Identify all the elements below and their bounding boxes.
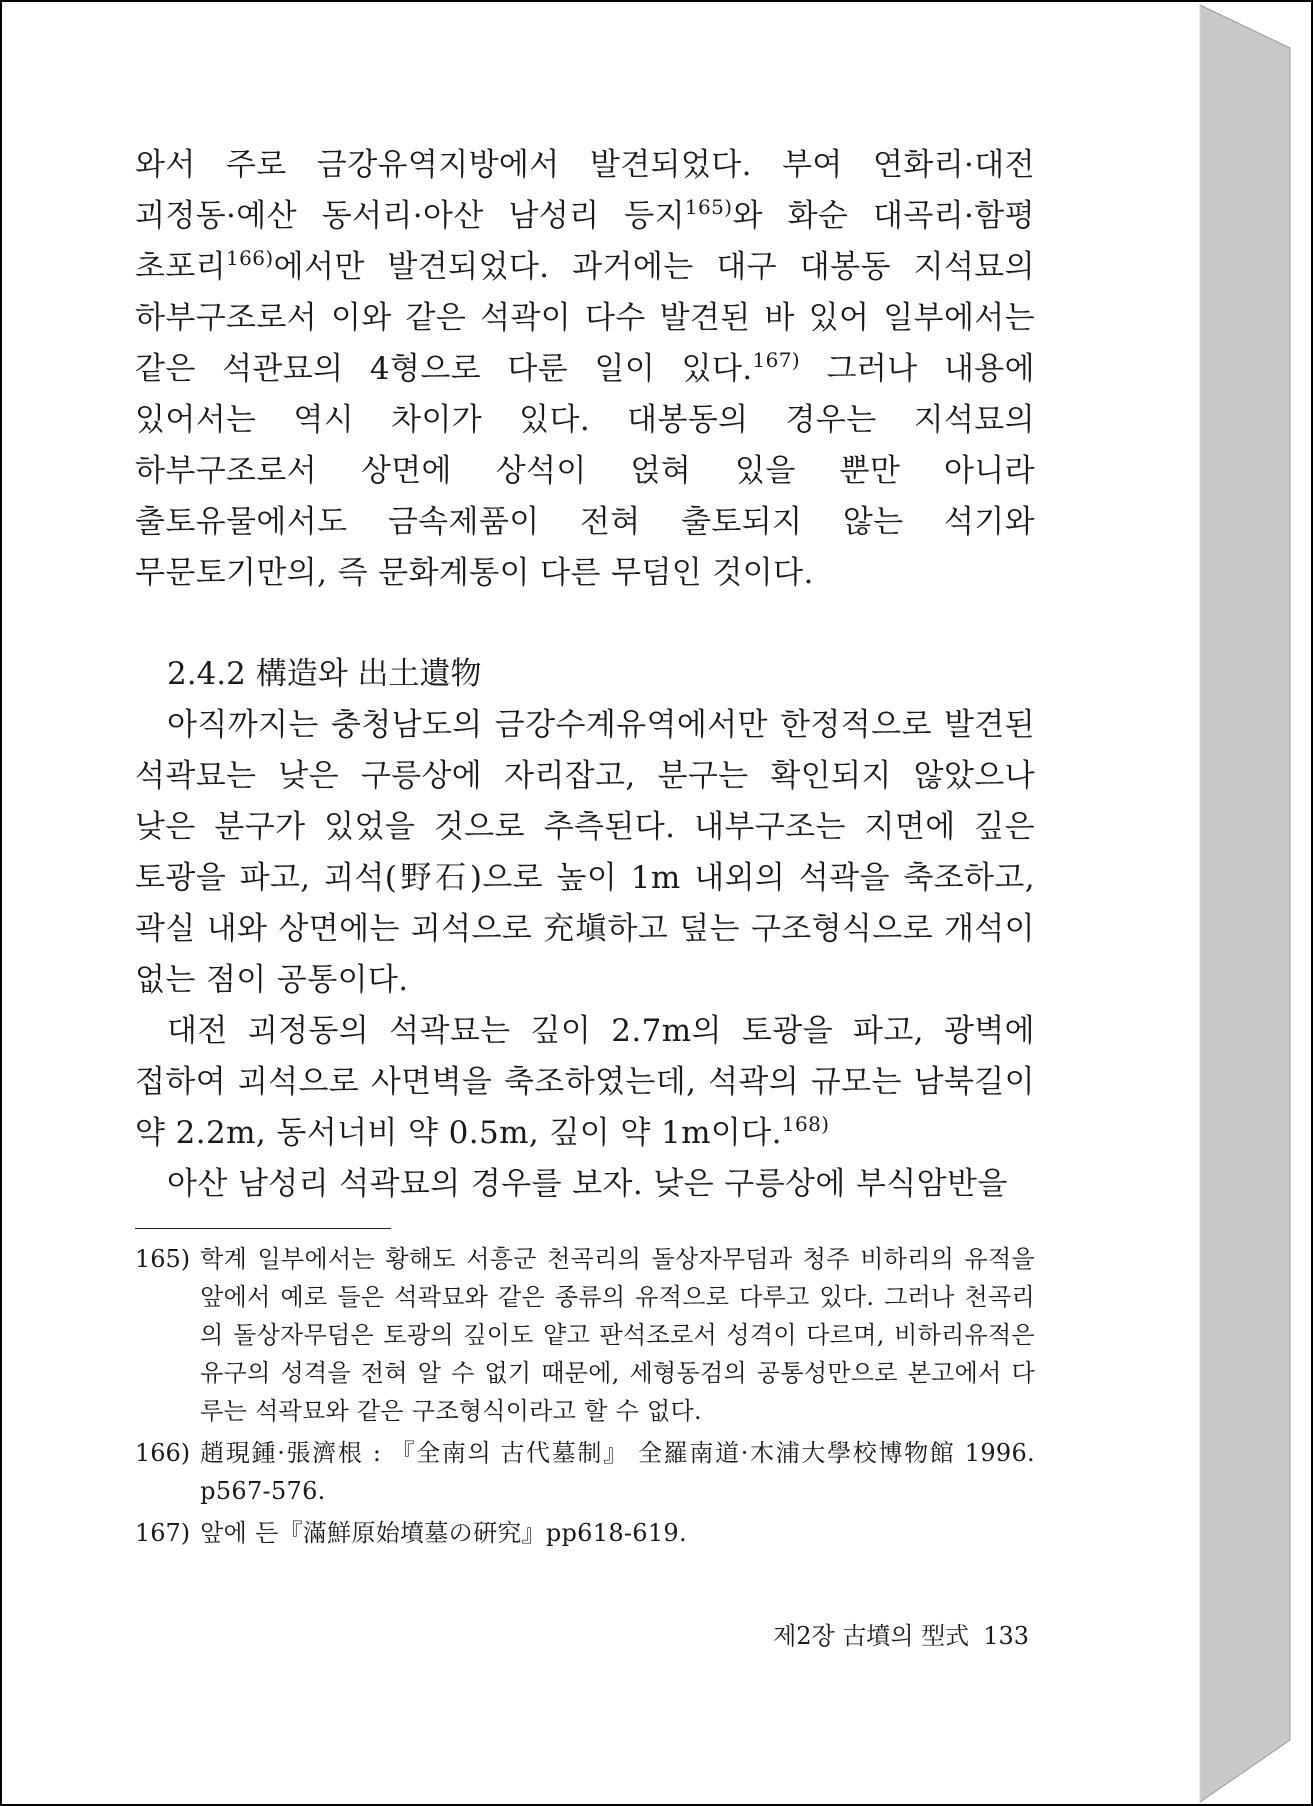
section-heading: 2.4.2 構造와 出土遺物	[167, 656, 482, 692]
paragraph-3	[135, 1006, 1035, 1159]
footnote-number: 165)	[135, 1245, 191, 1273]
footnotes	[135, 1240, 1035, 1556]
text-run: 에서만 발견되었다. 과거에는 대구 대봉동 지석묘의 하부구조로서 이와 같은 석곽이 다수 발견된 바 있어 일부에서는 같은 석관묘의 4형으로 다룬 일이 있다.	[135, 249, 1035, 387]
footnote-text: 앞에 든『滿鮮原始墳墓の硏究』pp618-619.	[200, 1519, 687, 1547]
footnote-number: 166)	[135, 1439, 191, 1467]
footnote-text: 趙現鍾·張濟根 : 『全南의 古代墓制』 全羅南道·木浦大學校博物館 1996. p567-576.	[200, 1439, 1035, 1505]
footnote-text: 학계 일부에서는 황해도 서흥군 천곡리의 돌상자무덤과 청주 비하리의 유적을 앞에서 예로 들은 석곽묘와 같은 종류의 유적으로 다루고 있다. 그러나 천곡리의 돌상자무덤은 토광의 깊이도 얕고 판석조로서 성격이 다르며, 비하리유적은 유구의 성격을 전혀 알 수 없기 때문에, 세형동검의 공통성만으로 본고에서 다루는 석곽묘와 같은 구조형식이라고 할 수 없다.	[200, 1245, 1035, 1425]
text-run: 그러나 내용에 있어서는 역시 차이가 있다. 대봉동의 경우는 지석묘의 하부구조로서 상면에 상석이 얹혀 있을 뿐만 아니라 출토유물에서도 금속제품이 전혀 출토되지 않는 석기와 무문토기만의, 즉 문화계통이 다른 무덤인 것이다.	[135, 351, 1035, 591]
footnote-165	[135, 1240, 1035, 1430]
paragraph-2: 아직까지는 충청남도의 금강수계유역에서만 한정적으로 발견된 석곽묘는 낮은 구릉상에 자리잡고, 분구는 확인되지 않았으나 낮은 분구가 있었을 것으로 추측된다. 내부구조는 지면에 깊은 토광을 파고, 괴석(野石)으로 높이 1m 내외의 석곽을 축조하고, 곽실 내와 상면에는 괴석으로 充塡하고 덮는 구조형식으로 개석이 없는 점이 공통이다.	[135, 707, 1035, 998]
paragraph-4: 아산 남성리 석곽묘의 경우를 보자. 낮은 구릉상에 부식암반을	[167, 1166, 1008, 1202]
text-run: 와 화순 대곡리·함평 초포리	[135, 198, 1035, 285]
footnote-ref-165[interactable]: 165)	[684, 195, 733, 219]
footnote-ref-166[interactable]: 166)	[226, 246, 274, 270]
footnote-166	[135, 1434, 1035, 1510]
text-run: 대전 괴정동의 석곽묘는 깊이 2.7m의 토광을 파고, 광벽에 접하여 괴석으로 사면벽을 축조하였는데, 석곽의 규모는 남북길이 약 2.2m, 동서너비 약 0.5m, 깊이 약 1m이다.	[135, 1013, 1035, 1151]
footnote-167	[135, 1514, 1035, 1552]
footnote-number: 167)	[135, 1519, 191, 1547]
page-number: 133	[983, 1622, 1029, 1650]
running-footer	[773, 1616, 1029, 1656]
paragraph-1	[135, 140, 1035, 599]
main-text	[135, 140, 1035, 1210]
footnote-ref-168[interactable]: 168)	[781, 1112, 830, 1136]
running-title: 제2장 古墳의 型式	[773, 1622, 970, 1650]
footnote-ref-167[interactable]: 167)	[752, 348, 801, 372]
text-run: 와서 주로 금강유역지방에서 발견되었다. 부여 연화리·대전 괴정동·예산 동서리·아산 남성리 등지	[135, 147, 1035, 234]
footnote-divider	[135, 1228, 391, 1229]
